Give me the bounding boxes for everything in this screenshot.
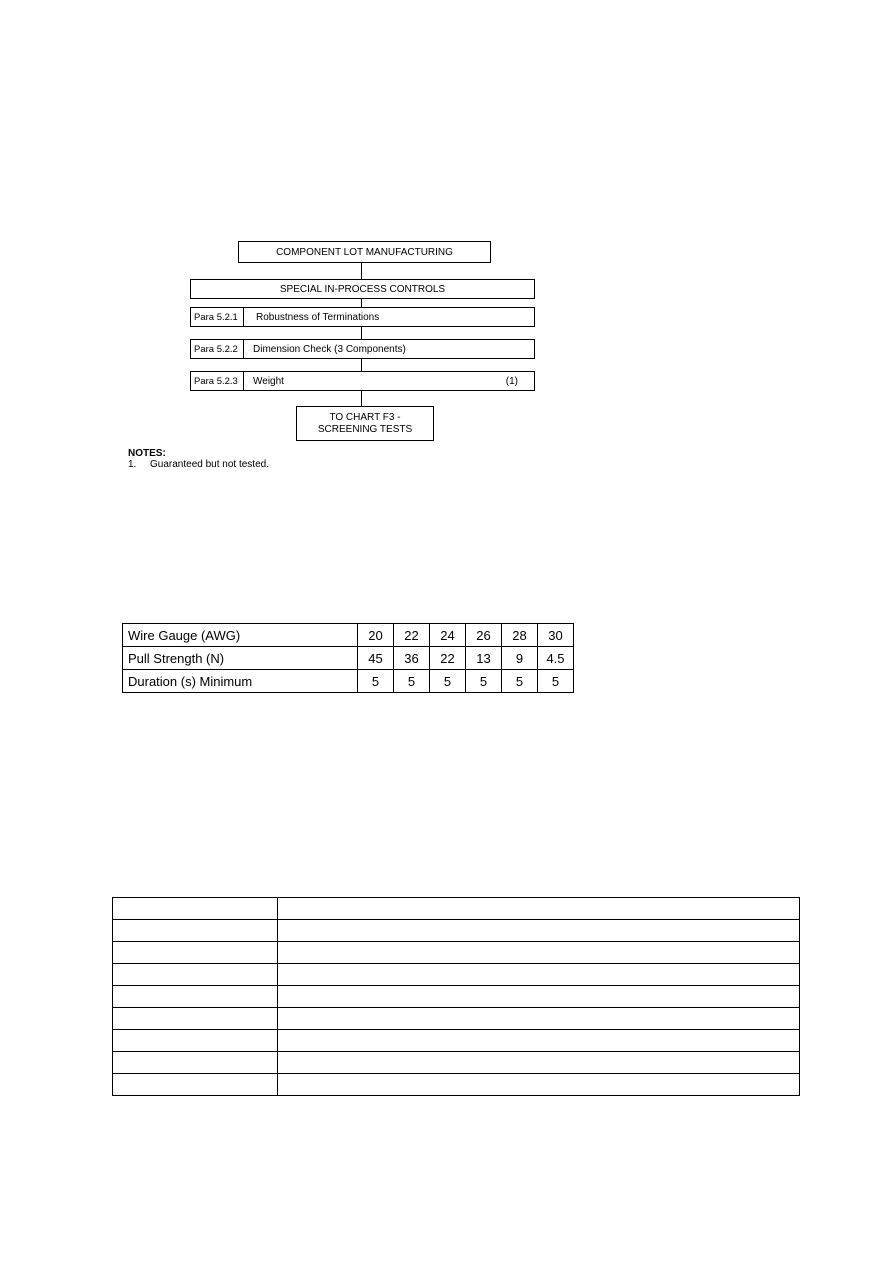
table-cell: 5 [358,670,394,693]
table-cell: 24 [430,624,466,647]
table-cell [278,1052,800,1074]
table-row [113,986,800,1008]
table-cell [278,942,800,964]
table-cell: 5 [502,670,538,693]
row-label: Wire Gauge (AWG) [123,624,358,647]
table-cell: 26 [466,624,502,647]
table-cell: 36 [394,647,430,670]
step-text: Dimension Check (3 Components) [253,343,406,355]
table-row [123,670,574,693]
pull-strength-table [122,623,574,693]
to-chart-f3-box [296,406,434,441]
table-cell [113,920,278,942]
table-cell: 5 [430,670,466,693]
special-in-process-controls-box [190,279,535,299]
connector-line [361,359,362,371]
table-cell [278,1074,800,1096]
table-cell [113,1074,278,1096]
table-cell: 22 [430,647,466,670]
row-label: Pull Strength (N) [123,647,358,670]
table-cell [278,1008,800,1030]
note-text: Guaranteed but not tested. [150,459,269,470]
table-cell: 5 [394,670,430,693]
step-para-number: Para 5.2.2 [191,340,244,358]
table-row [113,920,800,942]
table-cell: 5 [538,670,574,693]
table-cell [113,986,278,1008]
table-cell: 9 [502,647,538,670]
table-cell: 22 [394,624,430,647]
step-robustness-box [190,307,535,327]
table-row [113,898,800,920]
table-cell [113,1030,278,1052]
table-cell: 5 [466,670,502,693]
table-cell [278,964,800,986]
table-cell [278,1030,800,1052]
step-para-number: Para 5.2.1 [191,308,244,326]
table-cell: 4.5 [538,647,574,670]
table-row [123,624,574,647]
table-cell [113,1052,278,1074]
step-para-number: Para 5.2.3 [191,372,244,390]
table-cell [113,898,278,920]
table-row [113,1052,800,1074]
notes-header: NOTES: [128,448,166,459]
connector-line [361,263,362,279]
table-row [113,942,800,964]
table-cell [278,920,800,942]
component-lot-manufacturing-label: COMPONENT LOT MANUFACTURING [276,246,453,258]
table-cell [278,986,800,1008]
table-cell: 20 [358,624,394,647]
step-text: Weight [253,375,284,387]
row-label: Duration (s) Minimum [123,670,358,693]
table-cell [113,1008,278,1030]
table-row [113,964,800,986]
to-chart-line2: SCREENING TESTS [317,423,413,435]
table-cell: 28 [502,624,538,647]
step-text: Robustness of Terminations [256,311,380,323]
connector-line [361,299,362,307]
connector-line [361,327,362,339]
special-in-process-controls-label: SPECIAL IN-PROCESS CONTROLS [279,283,446,295]
empty-grid-table [112,897,800,1096]
note-number: 1. [128,459,137,470]
table-row [113,1074,800,1096]
component-lot-manufacturing-box [238,241,491,263]
note-item [128,459,269,470]
connector-line [361,391,362,406]
table-cell: 13 [466,647,502,670]
table-cell: 30 [538,624,574,647]
table-cell [278,898,800,920]
table-cell: 45 [358,647,394,670]
to-chart-line1: TO CHART F3 - [329,411,401,423]
step-weight-box [190,371,535,391]
table-row [113,1030,800,1052]
table-row [113,1008,800,1030]
table-cell [113,942,278,964]
step-note-reference: (1) [505,375,518,387]
step-dimension-check-box [190,339,535,359]
table-row [123,647,574,670]
table-cell [113,964,278,986]
notes-section [128,448,269,470]
